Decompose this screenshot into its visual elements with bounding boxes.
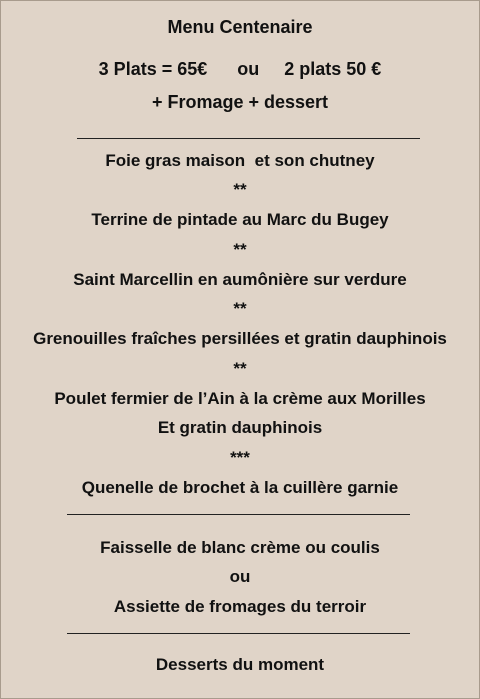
dish-line: Grenouilles fraîches persillées et gratin dauphinois: [33, 329, 447, 348]
divider-middle: [67, 514, 410, 515]
separator-stars: ***: [230, 448, 250, 467]
dish-line: Terrine de pintade au Marc du Bugey: [91, 210, 389, 229]
divider-top: [77, 138, 420, 139]
divider-bottom: [67, 633, 410, 634]
dish-line: Quenelle de brochet à la cuillère garnie: [81, 478, 399, 497]
separator-stars: **: [233, 359, 247, 378]
separator-stars: **: [233, 240, 247, 259]
dish-line: Foie gras maison et son chutney: [105, 151, 375, 170]
cheese-line: Assiette de fromages du terroir: [113, 597, 367, 616]
separator-stars: **: [233, 299, 247, 318]
cheese-line: Faisselle de blanc crème ou coulis: [100, 538, 380, 557]
separator-stars: **: [233, 180, 247, 199]
cheese-or: ou: [229, 567, 251, 586]
price-line: 3 Plats = 65€ ou 2 plats 50 €: [98, 59, 382, 79]
extras-line: + Fromage + dessert: [151, 92, 329, 112]
dish-line: Et gratin dauphinois: [157, 418, 323, 437]
dish-line: Saint Marcellin en aumônière sur verdure: [73, 270, 407, 289]
menu-title: Menu Centenaire: [167, 17, 313, 37]
dish-line: Poulet fermier de l’Ain à la crème aux Morilles: [54, 389, 426, 408]
dessert-line: Desserts du moment: [155, 655, 325, 674]
